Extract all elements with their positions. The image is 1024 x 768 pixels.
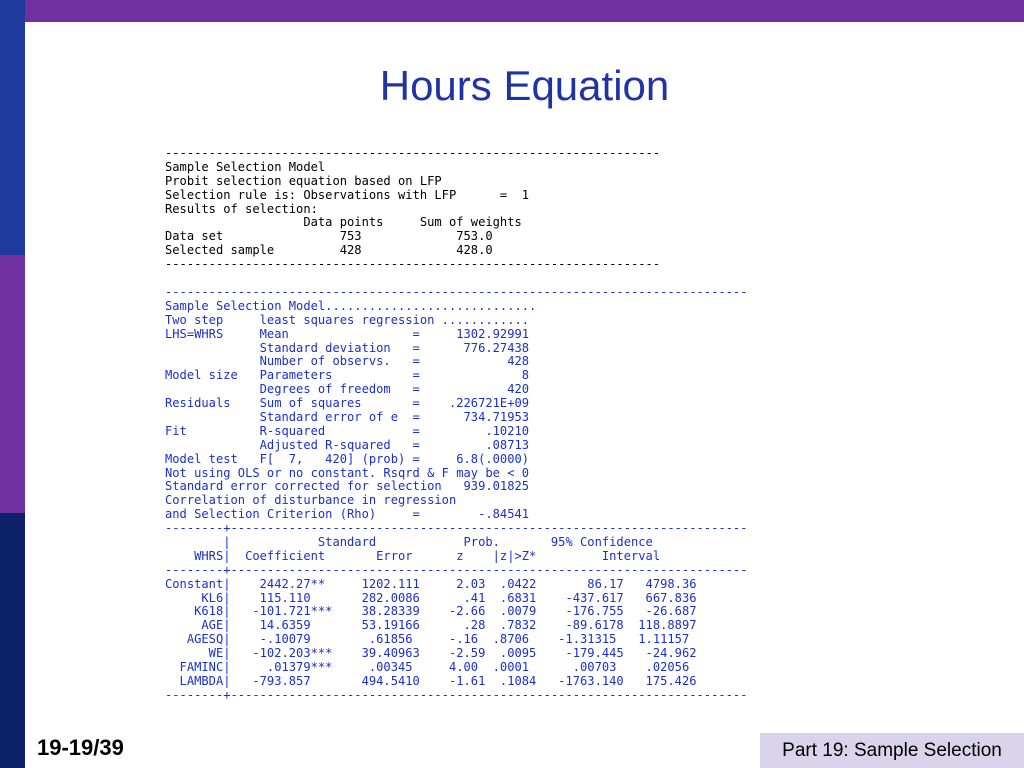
output-line: AGESQ| -.10079 .61856 -.16 .8706 -1.31315 1.11157 (165, 632, 690, 647)
output-line: Number of observs. = 428 (165, 354, 530, 369)
output-line: FAMINC| .01379*** .00345 4.00 .0001 .00703 .02056 (165, 660, 690, 675)
output-line: Fit R-squared = .10210 (165, 423, 530, 438)
output-line: --------+----------------------------------------------------------------------- (165, 562, 748, 577)
selection-results-output (165, 147, 660, 272)
footer-section-label: Part 19: Sample Selection (760, 733, 1024, 768)
output-line: Data set 753 753.0 (165, 229, 493, 244)
output-line: LHS=WHRS Mean = 1302.92991 (165, 326, 530, 341)
left-bar-segment-purple (0, 255, 25, 513)
output-line: Degrees of freedom = 420 (165, 382, 530, 397)
output-line: Probit selection equation based on LFP (165, 173, 442, 188)
output-line: Two step least squares regression ............ (165, 312, 530, 327)
left-accent-bar (0, 0, 25, 768)
output-line: Model size Parameters = 8 (165, 368, 530, 383)
output-line: Adjusted R-squared = .08713 (165, 437, 530, 452)
left-bar-segment-navy (0, 513, 25, 768)
output-line: Selected sample 428 428.0 (165, 243, 493, 258)
output-line: Standard error of e = 734.71953 (165, 410, 530, 425)
output-line: -------------------------------------------------------------------- (165, 257, 661, 272)
top-accent-bar (0, 0, 1024, 22)
output-line: and Selection Criterion (Rho) = -.84541 (165, 507, 530, 522)
left-bar-segment-blue (0, 0, 25, 255)
output-line: Standard error corrected for selection 939.01825 (165, 479, 530, 494)
output-line: Data points Sum of weights (165, 215, 522, 230)
output-line: WE| -102.203*** 39.40963 -2.59 .0095 -179.445 -24.962 (165, 646, 697, 661)
output-line: LAMBDA| -793.857 494.5410 -1.61 .1084 -1763.140 175.426 (165, 673, 697, 688)
output-line: Not using OLS or no constant. Rsqrd & F may be < 0 (165, 465, 530, 480)
output-line: -------------------------------------------------------------------- (165, 146, 661, 160)
regression-results-output (165, 286, 747, 703)
output-line: AGE| 14.6359 53.19166 .28 .7832 -89.6178 118.8897 (165, 618, 697, 633)
output-line: WHRS| Coefficient Error z |z|>Z* Interval (165, 548, 661, 563)
output-line: Sample Selection Model............................. (165, 298, 537, 313)
output-line: Model test F[ 7, 420] (prob) = 6.8(.0000) (165, 451, 530, 466)
output-line: --------+----------------------------------------------------------------------- (165, 521, 748, 536)
output-line: -------------------------------------------------------------------------------- (165, 285, 748, 299)
slide-title: Hours Equation (379, 62, 670, 109)
output-line: Results of selection: (165, 201, 318, 216)
output-line: Correlation of disturbance in regression (165, 493, 457, 508)
output-line: Standard deviation = 776.27438 (165, 340, 530, 355)
output-line: K618| -101.721*** 38.28339 -2.66 .0079 -176.755 -26.687 (165, 604, 697, 619)
output-line: Selection rule is: Observations with LFP = 1 (165, 187, 530, 202)
output-line: | Standard Prob. 95% Confidence (165, 535, 653, 550)
output-line: Residuals Sum of squares = .226721E+09 (165, 396, 530, 411)
output-line: Constant| 2442.27** 1202.111 2.03 .0422 86.17 4798.36 (165, 576, 697, 591)
output-line: KL6| 115.110 282.0086 .41 .6831 -437.617 667.836 (165, 590, 697, 605)
output-line: Sample Selection Model (165, 159, 326, 174)
page-number: 19-19/39 (37, 735, 124, 760)
output-line: --------+----------------------------------------------------------------------- (165, 687, 748, 702)
